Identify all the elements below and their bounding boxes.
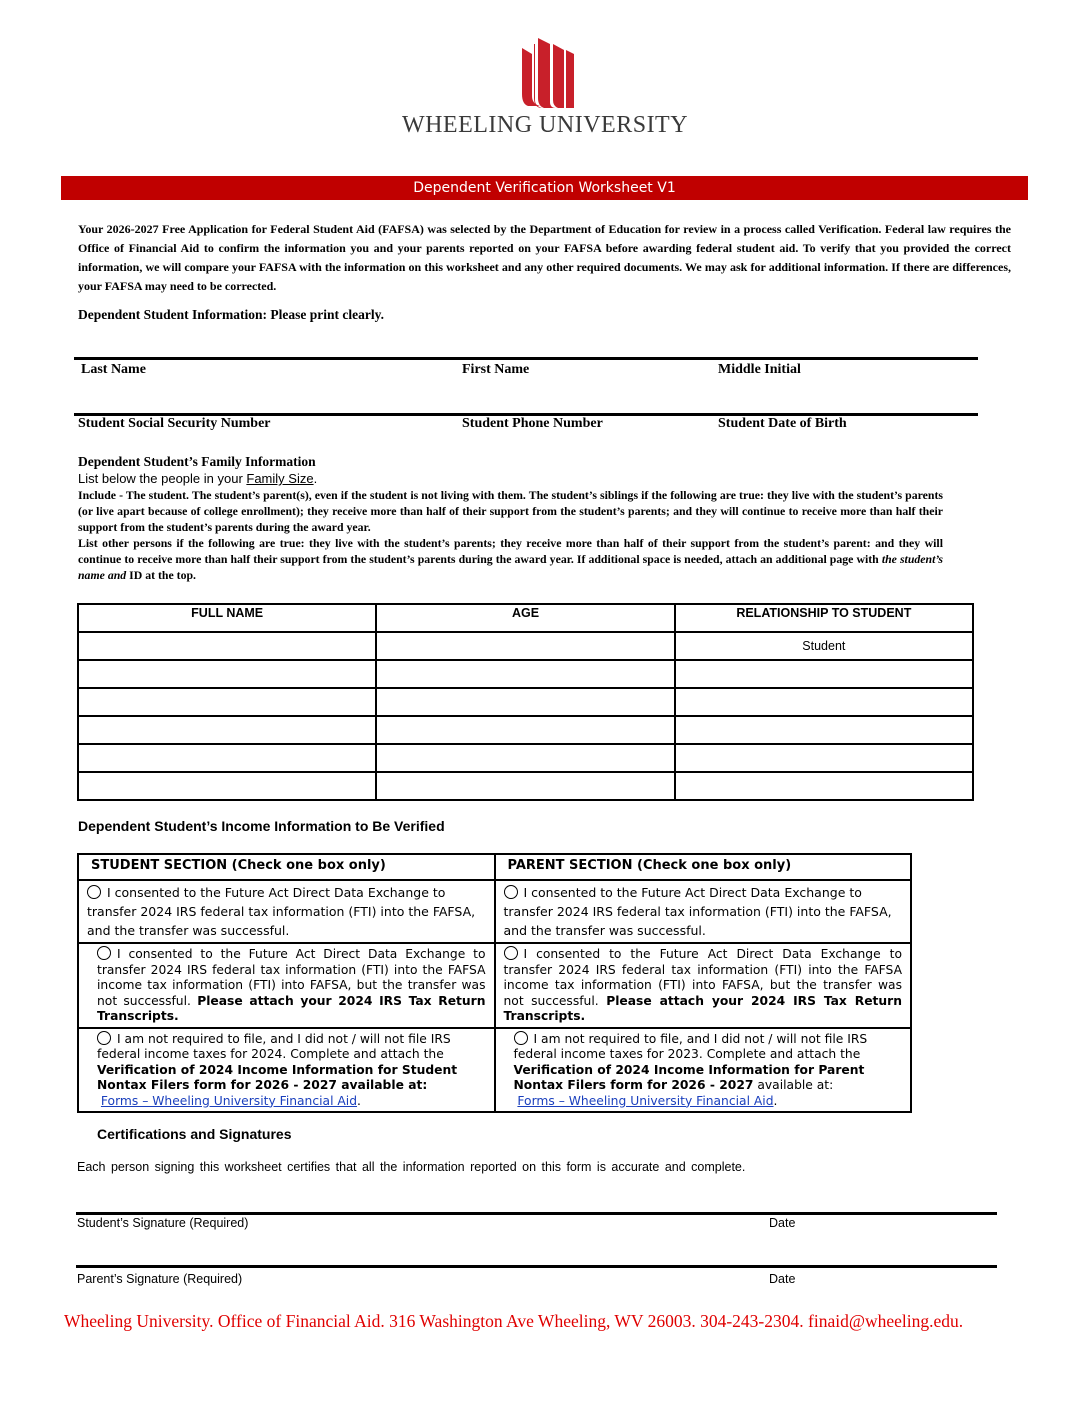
first-name-field[interactable]: First Name bbox=[462, 362, 530, 377]
other-persons-main: List other persons if the following are true: they live with the student’s parents; they receive more than half of their support from the student’s parent: and they will continue to receive more than half their support from the student’s parents during the award year. If additional space is needed, attach an additional page with bbox=[78, 536, 943, 566]
name-line-divider bbox=[74, 357, 978, 360]
parent-dde-success-radio[interactable] bbox=[504, 885, 518, 899]
logo-wordmark: WHEELING UNIVERSITY bbox=[401, 112, 689, 138]
student-link-suffix: . bbox=[357, 1093, 361, 1108]
parent-nonfiler-tail: available at: bbox=[753, 1078, 834, 1092]
dob-field[interactable]: Student Date of Birth bbox=[718, 416, 847, 431]
cell-age[interactable] bbox=[376, 716, 674, 744]
family-instructions bbox=[78, 487, 943, 583]
other-persons-italic: the student’s name and bbox=[78, 552, 943, 582]
table-header-row bbox=[78, 604, 973, 632]
parent-forms-link[interactable]: Forms – Wheeling University Financial Aid bbox=[517, 1093, 774, 1108]
table-row bbox=[78, 632, 973, 660]
student-forms-link[interactable]: Forms – Wheeling University Financial Aid bbox=[100, 1093, 358, 1108]
include-text: Include - The student. The student’s parent(s), even if the student is not living with them. The student’s siblings if the following are true: they live with the student’s parents (or live apart because of college enrollment); they receive more than half of their support from the student’s parents; and they will continue to receive more than half their support from the student’s parents during the award year. bbox=[78, 488, 943, 534]
income-option-row-2 bbox=[78, 943, 911, 1028]
cell-relationship[interactable] bbox=[675, 716, 973, 744]
intro-paragraph: Your 2026-2027 Free Application for Federal Student Aid (FAFSA) was selected by the Department of Education for review in a process called Verification. Federal law requires the Office of Financial Aid to confirm the information you and your parents reported on your FAFSA before awarding federal student aid. To verify that you provided the correct information, we will compare your FAFSA with the information on this worksheet and any other required documents. We may ask for additional information. If there are differences, your FAFSA may need to be corrected. bbox=[78, 222, 1011, 293]
page-title: Dependent Verification Worksheet V1 bbox=[61, 176, 1028, 200]
col-age: AGE bbox=[376, 604, 674, 632]
parent-option-dde-failed bbox=[495, 943, 912, 1028]
footer-contact: Wheeling University. Office of Financial Aid. 316 Washington Ave Wheeling, WV 26003. 304-243-2304. finaid@wheeling.edu. bbox=[64, 1311, 964, 1331]
student-nonfiler-label: I am not required to file, and I did not / will not file IRS federal income taxes for 2024. Complete and attach the bbox=[97, 1031, 451, 1061]
student-option-dde-failed bbox=[78, 943, 495, 1028]
cell-age[interactable] bbox=[376, 632, 674, 660]
other-persons-text bbox=[78, 535, 943, 583]
cell-relationship[interactable] bbox=[675, 772, 973, 800]
cell-relationship[interactable]: Student bbox=[675, 632, 973, 660]
university-logo bbox=[400, 34, 690, 146]
student-dde-failed-radio[interactable] bbox=[97, 946, 111, 960]
cell-full-name[interactable] bbox=[78, 744, 376, 772]
table-row bbox=[78, 688, 973, 716]
income-header-row bbox=[78, 854, 911, 880]
student-option-nonfiler bbox=[78, 1028, 495, 1113]
parent-option-dde-success bbox=[495, 880, 912, 943]
cell-age[interactable] bbox=[376, 744, 674, 772]
cell-full-name[interactable] bbox=[78, 772, 376, 800]
parent-nonfiler-radio[interactable] bbox=[514, 1031, 528, 1045]
income-option-row-1 bbox=[78, 880, 911, 943]
cell-full-name[interactable] bbox=[78, 716, 376, 744]
student-nonfiler-form-note: Verification of 2024 Income Information for Student Nontax Filers form for 2026 - 2027 available at: bbox=[97, 1062, 458, 1092]
last-name-field[interactable]: Last Name bbox=[81, 362, 146, 377]
student-attach-transcripts-note: Please attach your 2024 IRS Tax Return Transcripts. bbox=[97, 993, 486, 1023]
student-signature-label: Student’s Signature (Required) bbox=[77, 1216, 249, 1230]
income-info-heading: Dependent Student’s Income Information to Be Verified bbox=[78, 818, 445, 834]
cell-age[interactable] bbox=[376, 688, 674, 716]
parent-dde-failed-radio[interactable] bbox=[504, 946, 518, 960]
cell-full-name[interactable] bbox=[78, 688, 376, 716]
student-info-heading: Dependent Student Information: Please print clearly. bbox=[78, 307, 384, 322]
table-row bbox=[78, 716, 973, 744]
middle-initial-field[interactable]: Middle Initial bbox=[718, 362, 801, 377]
student-nonfiler-radio[interactable] bbox=[97, 1031, 111, 1045]
col-relationship: RELATIONSHIP TO STUDENT bbox=[675, 604, 973, 632]
family-size-prefix: List below the people in your bbox=[78, 471, 247, 486]
parent-date-label: Date bbox=[769, 1272, 796, 1286]
parent-dde-failed-label: I consented to the Future Act Direct Data Exchange to transfer 2024 IRS federal tax information (FTI) into the FAFSA income tax information (FTI) into FAFSA, but the transfer was not successful. bbox=[503, 947, 902, 1008]
ssn-field[interactable]: Student Social Security Number bbox=[78, 416, 271, 431]
income-verification-table bbox=[77, 853, 912, 1113]
table-row bbox=[78, 772, 973, 800]
student-dde-success-label: I consented to the Future Act Direct Data Exchange to transfer 2024 IRS federal tax information (FTI) into the FAFSA, and the transfer was successful. bbox=[87, 885, 476, 938]
cell-relationship[interactable] bbox=[675, 688, 973, 716]
student-signature-line[interactable] bbox=[76, 1212, 997, 1215]
logo-mark-icon bbox=[518, 34, 578, 110]
family-size-link[interactable]: Family Size bbox=[246, 471, 314, 486]
parent-link-suffix: . bbox=[773, 1093, 778, 1108]
table-row bbox=[78, 744, 973, 772]
family-info-heading: Dependent Student’s Family Information bbox=[78, 454, 316, 469]
parent-dde-success-label: I consented to the Future Act Direct Data Exchange to transfer 2024 IRS federal tax information (FTI) into the FAFSA, and the transfer was successful. bbox=[503, 885, 892, 938]
cell-relationship[interactable] bbox=[675, 660, 973, 688]
parent-attach-transcripts-note: Please attach your 2024 IRS Tax Return Transcripts. bbox=[503, 993, 902, 1023]
other-persons-suffix: ID at the top. bbox=[126, 568, 196, 582]
parent-nonfiler-label: I am not required to file, and I did not / will not file IRS federal income taxes for 2023. Complete and attach the bbox=[513, 1031, 868, 1061]
income-option-row-3 bbox=[78, 1028, 911, 1113]
family-members-table bbox=[77, 603, 974, 801]
col-full-name: FULL NAME bbox=[78, 604, 376, 632]
family-size-suffix: . bbox=[313, 471, 318, 486]
family-size-instruction bbox=[78, 471, 317, 486]
parent-signature-label: Parent’s Signature (Required) bbox=[77, 1272, 243, 1286]
parent-option-nonfiler bbox=[495, 1028, 912, 1113]
table-row bbox=[78, 660, 973, 688]
certification-statement: Each person signing this worksheet certifies that all the information reported on this form is accurate and complete. bbox=[77, 1160, 746, 1174]
cell-relationship[interactable] bbox=[675, 744, 973, 772]
cell-full-name[interactable] bbox=[78, 660, 376, 688]
certifications-heading: Certifications and Signatures bbox=[97, 1126, 292, 1142]
parent-section-header: PARENT SECTION (Check one box only) bbox=[495, 854, 912, 880]
cell-age[interactable] bbox=[376, 772, 674, 800]
parent-nonfiler-form-note: Verification of 2024 Income Information for Parent Nontax Filers form for 2026 - 2027 bbox=[513, 1062, 865, 1092]
student-option-dde-success bbox=[78, 880, 495, 943]
parent-signature-line[interactable] bbox=[76, 1265, 997, 1268]
student-section-header: STUDENT SECTION (Check one box only) bbox=[78, 854, 495, 880]
student-dde-success-radio[interactable] bbox=[87, 885, 101, 899]
cell-age[interactable] bbox=[376, 660, 674, 688]
phone-field[interactable]: Student Phone Number bbox=[462, 416, 603, 431]
cell-full-name[interactable] bbox=[78, 632, 376, 660]
student-dde-failed-label: I consented to the Future Act Direct Data Exchange to transfer 2024 IRS federal tax information (FTI) into the FAFSA income tax information (FTI) into FAFSA, but the transfer was not successful. bbox=[97, 947, 486, 1008]
student-date-label: Date bbox=[769, 1216, 796, 1230]
